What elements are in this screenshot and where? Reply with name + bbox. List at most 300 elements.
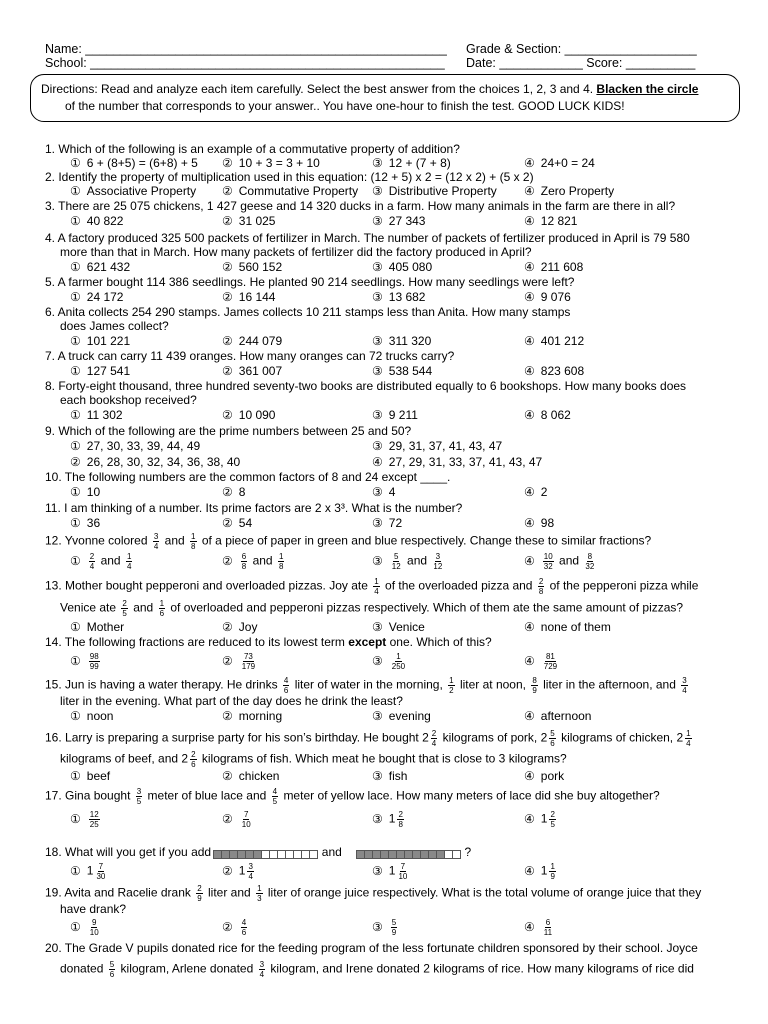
q6-choice-1[interactable] [70,334,130,348]
numerator: 10 [543,552,553,561]
q12-choice-3[interactable] [372,552,445,571]
q16-choice-1[interactable] [70,769,110,783]
fraction [431,729,437,748]
fraction [391,552,402,571]
denominator: 4 [248,872,253,881]
circle-icon[interactable]: ② [222,156,233,170]
q14-choice-3[interactable] [372,652,408,671]
fraction [549,862,555,881]
q10-choice-1[interactable] [70,485,100,499]
choice-text: Commutative Property [238,184,359,198]
choice-text: 98 [540,516,555,530]
circle-icon[interactable]: ② [222,485,233,499]
circle-icon[interactable]: ③ [372,260,383,274]
q16-choice-3[interactable] [372,769,407,783]
numerator: 7 [98,862,104,871]
choice-text: 560 152 [238,260,283,274]
q17-choice-2[interactable] [222,810,254,829]
q2-choice-4[interactable] [524,184,614,198]
question-4: 4. A factory produced 325 500 packets of fertilizer in March. The number of packets of fertilizer produced in April is 79 580 [45,231,690,245]
q13-choice-3[interactable] [372,620,425,634]
q8-choice-3[interactable] [372,408,418,422]
circle-icon[interactable]: ③ [372,485,383,499]
q7-choice-4[interactable] [524,364,584,378]
q15-choice-3[interactable] [372,709,431,723]
q19-choice-4[interactable] [524,918,555,937]
denominator: 32 [543,562,553,571]
choice-text: beef [86,769,111,783]
choice-text: 72 [388,516,403,530]
circle-icon[interactable]: ④ [524,156,535,170]
circle-icon[interactable]: ③ [372,553,383,568]
q5-choice-3[interactable] [372,290,425,304]
circle-icon[interactable]: ① [70,260,81,274]
q15-text-b: liter of water in the morning, [294,677,443,692]
choice-text: 405 080 [388,260,433,274]
circle-icon[interactable]: ③ [372,653,383,668]
numerator: 2 [89,552,95,561]
denominator: 5 [272,797,278,806]
q6-choice-4[interactable] [524,334,584,348]
q1-choice-4[interactable] [524,156,595,170]
fraction [584,552,595,571]
numerator: 5 [109,960,115,969]
q19-choice-2[interactable] [222,918,249,937]
fraction [543,918,553,937]
q9-choice-3[interactable] [372,439,502,453]
q11-choice-4[interactable] [524,516,554,530]
and-text: and [100,553,121,568]
fraction [241,652,256,671]
circle-icon[interactable]: ① [70,439,81,453]
q16-text-e: kilograms of fish. Which meat he bought that is close to 3 kilograms? [201,751,567,766]
q14-text-a: 14. The following fractions are reduced to its lowest term [45,635,349,649]
date-score-field[interactable]: Date: ____________ Score: __________ [466,56,696,70]
numerator: 1 [191,532,196,541]
question-20-line-2 [60,960,694,979]
q11-choice-2[interactable] [222,516,252,530]
circle-icon[interactable]: ④ [524,364,535,378]
q2-choice-2[interactable] [222,184,358,198]
q15-choice-1[interactable] [70,709,113,723]
choice-text: Zero Property [540,184,615,198]
choice-text: 40 822 [86,214,124,228]
denominator: 3 [257,894,262,903]
circle-icon[interactable]: ② [222,260,233,274]
circle-icon[interactable]: ① [70,156,81,170]
denominator: 25 [89,820,99,829]
circle-icon[interactable]: ① [70,709,81,723]
q17-choice-4[interactable] [524,810,558,829]
denominator: 4 [153,542,159,551]
fraction [136,787,142,806]
fraction [397,862,408,881]
fraction [531,676,537,695]
choice-text: 9 076 [540,290,571,304]
q16-text-a: 16. Larry is preparing a surprise party for his son’s birthday. He bought 2 [45,730,429,745]
numerator: 3 [136,787,142,796]
denominator: 4 [126,562,132,571]
circle-icon[interactable]: ③ [372,290,383,304]
question-19 [45,884,701,903]
numerator: 2 [191,750,196,759]
q11-choice-1[interactable] [70,516,100,530]
q10-choice-4[interactable] [524,485,547,499]
q1-choice-3[interactable] [372,156,451,170]
choice-text: 311 320 [388,334,432,348]
denominator: 250 [391,662,406,671]
and-text: and [559,553,580,568]
question-16 [45,729,694,748]
circle-icon[interactable]: ① [70,290,81,304]
q8-choice-1[interactable] [70,408,123,422]
circle-icon[interactable]: ② [222,408,233,422]
choice-text: 8 062 [540,408,571,422]
choice-text: 538 544 [388,364,433,378]
q7-choice-2[interactable] [222,364,282,378]
q14-emphasis: except [348,635,387,649]
numerator: 1 [686,729,691,738]
q14-choice-2[interactable] [222,652,258,671]
circle-icon[interactable]: ③ [372,709,383,723]
question-3: 3. There are 25 075 chickens, 1 427 geese and 14 320 ducks in a farm. How many animals in the farm are there in all? [45,199,676,213]
q19-text-b: liter and [208,885,251,900]
q9-choice-1[interactable] [70,439,200,453]
q9-choice-2[interactable] [70,455,240,469]
denominator: 6 [159,609,165,618]
circle-icon[interactable]: ① [70,863,81,878]
circle-icon[interactable]: ② [222,364,233,378]
q6-choice-3[interactable] [372,334,431,348]
denominator: 99 [89,662,99,671]
circle-icon[interactable]: ③ [372,919,383,934]
q4-choice-4[interactable] [524,260,583,274]
q5-choice-4[interactable] [524,290,571,304]
q18-choice-3[interactable] [372,862,410,881]
q2-choice-3[interactable] [372,184,497,198]
circle-icon[interactable]: ④ [524,184,535,198]
circle-icon[interactable]: ③ [372,408,383,422]
denominator: 2 [449,686,454,695]
q18-text-c: ? [464,845,472,859]
denominator: 5 [136,797,142,806]
denominator: 10 [241,820,251,829]
choice-text: 101 221 [86,334,131,348]
q5-choice-1[interactable] [70,290,123,304]
circle-icon[interactable]: ② [222,214,233,228]
numerator: 2 [550,810,555,819]
circle-icon[interactable]: ④ [524,709,535,723]
q13-text-d: Venice ate [60,600,117,615]
denominator: 30 [96,872,106,881]
fraction [153,532,159,551]
denominator: 9 [197,894,202,903]
q5-choice-2[interactable] [222,290,275,304]
q16-text-c: kilograms of chicken, 2 [561,730,684,745]
q14-choice-4[interactable] [524,652,560,671]
q16-choice-2[interactable] [222,769,279,783]
circle-icon[interactable]: ④ [524,919,535,934]
question-2: 2. Identify the property of multiplication used in this equation: (12 + 5) x 2 = (12 x 2) + (5 x 2) [45,170,534,184]
fraction [448,676,454,695]
circle-icon[interactable]: ③ [372,769,383,783]
q2-choice-1[interactable] [70,184,196,198]
q3-choice-2[interactable] [222,214,275,228]
numerator: 5 [393,552,399,561]
circle-icon[interactable]: ② [222,769,233,783]
q3-choice-4[interactable] [524,214,577,228]
circle-icon[interactable]: ④ [524,214,535,228]
circle-icon[interactable]: ④ [524,811,535,826]
circle-icon[interactable]: ④ [524,290,535,304]
q4-choice-2[interactable] [222,260,282,274]
q19-choice-1[interactable] [70,918,102,937]
circle-icon[interactable]: ① [70,408,81,422]
circle-icon[interactable]: ① [70,516,81,530]
circle-icon[interactable]: ② [222,811,233,826]
circle-icon[interactable]: ④ [524,553,535,568]
choice-text: 26, 28, 30, 32, 34, 36, 38, 40 [86,455,241,469]
fraction [89,552,95,571]
q18-choice-2[interactable] [222,862,256,881]
fraction-bar-a [214,848,318,858]
q17-text-a: 17. Gina bought [45,788,131,803]
numerator: 3 [248,862,253,871]
fraction-bar-b [357,848,461,858]
question-15-line-2: liter in the evening. What part of the day does he drink the least? [60,694,403,708]
fraction [256,884,262,903]
choice-text: 621 432 [86,260,131,274]
circle-icon[interactable]: ① [70,811,81,826]
choice-text: 6 + (8+5) = (6+8) + 5 [86,156,198,170]
q1-choice-2[interactable] [222,156,320,170]
choice-text: 29, 31, 37, 41, 43, 47 [388,439,503,453]
circle-icon[interactable]: ① [70,184,81,198]
circle-icon[interactable]: ① [70,214,81,228]
circle-icon[interactable]: ③ [372,516,383,530]
circle-icon[interactable]: ③ [372,620,383,634]
q8-choice-4[interactable] [524,408,571,422]
denominator: 4 [682,686,687,695]
whole-number: 1 [388,811,396,826]
q10-choice-3[interactable] [372,485,395,499]
circle-icon[interactable]: ① [70,334,81,348]
q16-choice-4[interactable] [524,769,564,783]
fraction [685,729,691,748]
q12-choice-2[interactable] [222,552,286,571]
q8-choice-2[interactable] [222,408,275,422]
fraction [126,552,132,571]
q12-text-b: and [164,533,185,548]
circle-icon[interactable]: ② [222,620,233,634]
circle-icon[interactable]: ④ [372,455,383,469]
numerator: 1 [396,652,401,661]
denominator: 10 [89,928,99,937]
choice-text: 127 541 [86,364,131,378]
circle-icon[interactable]: ② [222,184,233,198]
choice-text: 27 343 [388,214,426,228]
bar-cell [309,850,318,859]
name-field[interactable]: Name: ____________________________________________________ [45,42,447,56]
circle-icon[interactable]: ② [222,709,233,723]
question-4-line-2: more than that in March. How many packets of fertilizer did the factory produced in April? [60,245,532,259]
fraction [391,652,406,671]
q14-choice-1[interactable] [70,652,102,671]
numerator: 3 [259,960,265,969]
choice-text: 823 608 [540,364,585,378]
q18-choice-1[interactable] [70,862,108,881]
circle-icon[interactable]: ④ [524,863,535,878]
school-field[interactable]: School: ___________________________________________________ [45,56,445,70]
fraction [259,960,265,979]
choice-text: pork [540,769,565,783]
fraction [241,810,252,829]
circle-icon[interactable]: ① [70,653,81,668]
q12-choice-4[interactable] [524,552,597,571]
circle-icon[interactable]: ② [70,455,81,469]
q15-choice-2[interactable] [222,709,282,723]
numerator: 2 [398,810,403,819]
circle-icon[interactable]: ② [222,334,233,348]
circle-icon[interactable]: ② [222,919,233,934]
choice-text: 12 821 [540,214,578,228]
q13-text-f: of overloaded and pepperoni pizzas respectively. Which of them ate the same amount of pizzas? [170,600,684,615]
question-8-line-2: each bookshop received? [60,393,197,407]
q7-choice-1[interactable] [70,364,130,378]
q10-choice-2[interactable] [222,485,245,499]
and-text: and [407,553,428,568]
whole-number: 1 [388,863,396,878]
denominator: 9 [550,872,555,881]
circle-icon[interactable]: ② [222,290,233,304]
circle-icon[interactable]: ① [70,769,81,783]
q12-choice-1[interactable] [70,552,134,571]
question-14 [45,635,492,649]
circle-icon[interactable]: ④ [524,485,535,499]
circle-icon[interactable]: ① [70,485,81,499]
q14-text-b: one. Which of this? [386,635,492,649]
circle-icon[interactable]: ② [222,553,233,568]
circle-icon[interactable]: ④ [524,408,535,422]
circle-icon[interactable]: ④ [524,769,535,783]
circle-icon[interactable]: ③ [372,156,383,170]
circle-icon[interactable]: ④ [524,620,535,634]
circle-icon[interactable]: ④ [524,516,535,530]
question-13-line-2 [60,599,683,618]
numerator: 1 [278,552,284,561]
q3-choice-1[interactable] [70,214,123,228]
q4-choice-1[interactable] [70,260,130,274]
denominator: 8 [398,820,403,829]
circle-icon[interactable]: ③ [372,334,383,348]
denominator: 4 [686,739,691,748]
circle-icon[interactable]: ④ [524,334,535,348]
question-13 [45,577,698,596]
question-12 [45,532,651,551]
numerator: 8 [587,552,593,561]
denominator: 10 [398,872,408,881]
question-10: 10. The following numbers are the common factors of 8 and 24 except ____. [45,470,451,484]
fraction [538,577,544,596]
denominator: 5 [550,820,555,829]
q11-choice-3[interactable] [372,516,402,530]
question-7: 7. A truck can carry 11 439 oranges. How many oranges can 72 trucks carry? [45,349,455,363]
fraction [543,552,554,571]
directions-line-1 [41,81,698,98]
grade-section-field[interactable]: Grade & Section: ___________________ [466,42,697,56]
choice-text: 54 [238,516,253,530]
choice-text: 361 007 [238,364,283,378]
circle-icon[interactable]: ④ [524,653,535,668]
q3-choice-3[interactable] [372,214,425,228]
q1-choice-1[interactable] [70,156,198,170]
q15-choice-4[interactable] [524,709,591,723]
q9-choice-4[interactable] [372,455,542,469]
fraction [373,577,379,596]
circle-icon[interactable]: ① [70,919,81,934]
numerator: 81 [545,652,555,661]
circle-icon[interactable]: ③ [372,364,383,378]
circle-icon[interactable]: ③ [372,811,383,826]
and-text: and [252,553,273,568]
circle-icon[interactable]: ③ [372,214,383,228]
directions-text: Directions: Read and analyze each item carefully. Select the best answer from the choices 1, 2, 3 and 4. [41,82,597,96]
fraction [241,918,247,937]
q13-choice-4[interactable] [524,620,611,634]
fraction [432,552,443,571]
circle-icon[interactable]: ① [70,553,81,568]
q17-choice-1[interactable] [70,810,102,829]
choice-text: 11 302 [86,408,123,422]
fraction [543,652,558,671]
choice-text: none of them [540,620,611,634]
choice-text: 24 172 [86,290,124,304]
circle-icon[interactable]: ③ [372,439,383,453]
fraction [121,599,127,618]
numerator: 5 [391,918,397,927]
denominator: 6 [191,760,196,769]
q4-choice-3[interactable] [372,260,432,274]
circle-icon[interactable]: ② [222,863,233,878]
circle-icon[interactable]: ① [70,364,81,378]
fraction [272,787,278,806]
q19-choice-3[interactable] [372,918,399,937]
choice-text: 36 [86,516,101,530]
choice-text: Distributive Property [388,184,497,198]
q15-text-d: liter in the afternoon, and [543,677,676,692]
circle-icon[interactable]: ② [222,516,233,530]
choice-text: 244 079 [238,334,283,348]
circle-icon[interactable]: ③ [372,863,383,878]
q6-choice-2[interactable] [222,334,282,348]
circle-icon[interactable]: ③ [372,184,383,198]
circle-icon[interactable]: ④ [524,260,535,274]
q13-choice-2[interactable] [222,620,257,634]
q7-choice-3[interactable] [372,364,432,378]
numerator: 1 [374,577,379,586]
q17-text-c: meter of yellow lace. How many meters of lace did she buy altogether? [283,788,660,803]
numerator: 7 [400,862,406,871]
choice-text: 211 608 [540,260,584,274]
circle-icon[interactable]: ① [70,620,81,634]
q17-choice-3[interactable] [372,810,406,829]
whole-number: 1 [540,811,548,826]
q18-choice-4[interactable] [524,862,558,881]
q13-choice-1[interactable] [70,620,124,634]
circle-icon[interactable]: ② [222,653,233,668]
choice-text: 13 682 [388,290,426,304]
denominator: 5 [122,609,127,618]
